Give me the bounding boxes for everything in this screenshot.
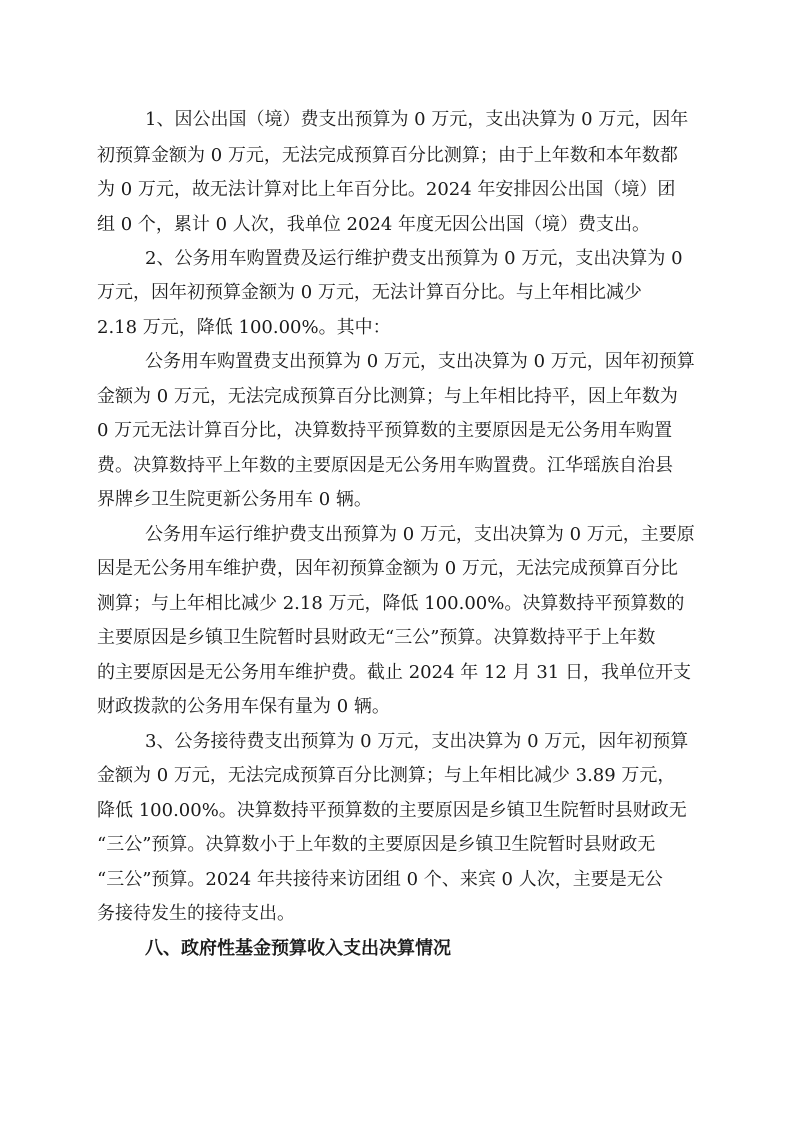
paragraph-4-line-2: 因是无公务用车维护费，因年初预算金额为 0 万元，无法完成预算百分比	[97, 558, 678, 579]
paragraph-5-line-6: 务接待发生的接待支出。	[97, 903, 295, 924]
paragraph-3-line-4: 费。决算数持平上年数的主要原因是无公务用车购置费。江华瑶族自治县	[97, 455, 673, 476]
paragraph-5-line-2: 金额为 0 万元，无法完成预算百分比测算；与上年相比减少 3.89 万元，	[97, 765, 676, 786]
paragraph-3-line-2: 金额为 0 万元，无法完成预算百分比测算；与上年相比持平，因上年数为	[97, 386, 678, 407]
paragraph-5-line-4: “三公”预算。决算数小于上年数的主要原因是乡镇卫生院暂时县财政无	[97, 834, 656, 855]
paragraph-2-line-1: 2、公务用车购置费及运行维护费支出预算为 0 万元，支出决算为 0	[145, 248, 683, 269]
paragraph-1-line-3: 为 0 万元，故无法计算对比上年百分比。2024 年安排因公出国（境）团	[97, 179, 676, 200]
paragraph-5-line-3: 降低 100.00%。决算数持平预算数的主要原因是乡镇卫生院暂时县财政无	[97, 800, 687, 821]
paragraph-3-line-5: 界牌乡卫生院更新公务用车 0 辆。	[97, 489, 372, 510]
paragraph-5-line-5: “三公”预算。2024 年共接待来访团组 0 个、来宾 0 人次，主要是无公	[97, 869, 663, 890]
paragraph-2-line-2: 万元，因年初预算金额为 0 万元，无法计算百分比。与上年相比减少	[97, 282, 642, 303]
paragraph-1-line-4: 组 0 个，累计 0 人次，我单位 2024 年度无因公出国（境）费支出。	[97, 214, 651, 235]
paragraph-4-line-5: 的主要原因是无公务用车维护费。截止 2024 年 12 月 31 日，我单位开支	[97, 662, 691, 683]
section-heading: 八、政府性基金预算收入支出决算情况	[145, 938, 451, 959]
paragraph-4-line-6: 财政拨款的公务用车保有量为 0 辆。	[97, 696, 390, 717]
paragraph-4-line-3: 测算；与上年相比减少 2.18 万元，降低 100.00%。决算数持平预算数的	[97, 593, 685, 614]
paragraph-1-line-1: 1、因公出国（境）费支出预算为 0 万元，支出决算为 0 万元，因年	[145, 109, 689, 130]
paragraph-3-line-3: 0 万元无法计算百分比，决算数持平预算数的主要原因是无公务用车购置	[97, 420, 673, 441]
paragraph-4-line-1: 公务用车运行维护费支出预算为 0 万元，支出决算为 0 万元，主要原	[145, 524, 695, 545]
paragraph-5-line-1: 3、公务接待费支出预算为 0 万元，支出决算为 0 万元，因年初预算	[145, 731, 689, 752]
paragraph-3-line-1: 公务用车购置费支出预算为 0 万元，支出决算为 0 万元，因年初预算	[145, 351, 695, 372]
paragraph-1-line-2: 初预算金额为 0 万元，无法完成预算百分比测算；由于上年数和本年数都	[97, 145, 678, 166]
paragraph-4-line-4: 主要原因是乡镇卫生院暂时县财政无“三公”预算。决算数持平于上年数	[97, 627, 656, 648]
paragraph-2-line-3: 2.18 万元，降低 100.00%。其中：	[97, 317, 391, 338]
